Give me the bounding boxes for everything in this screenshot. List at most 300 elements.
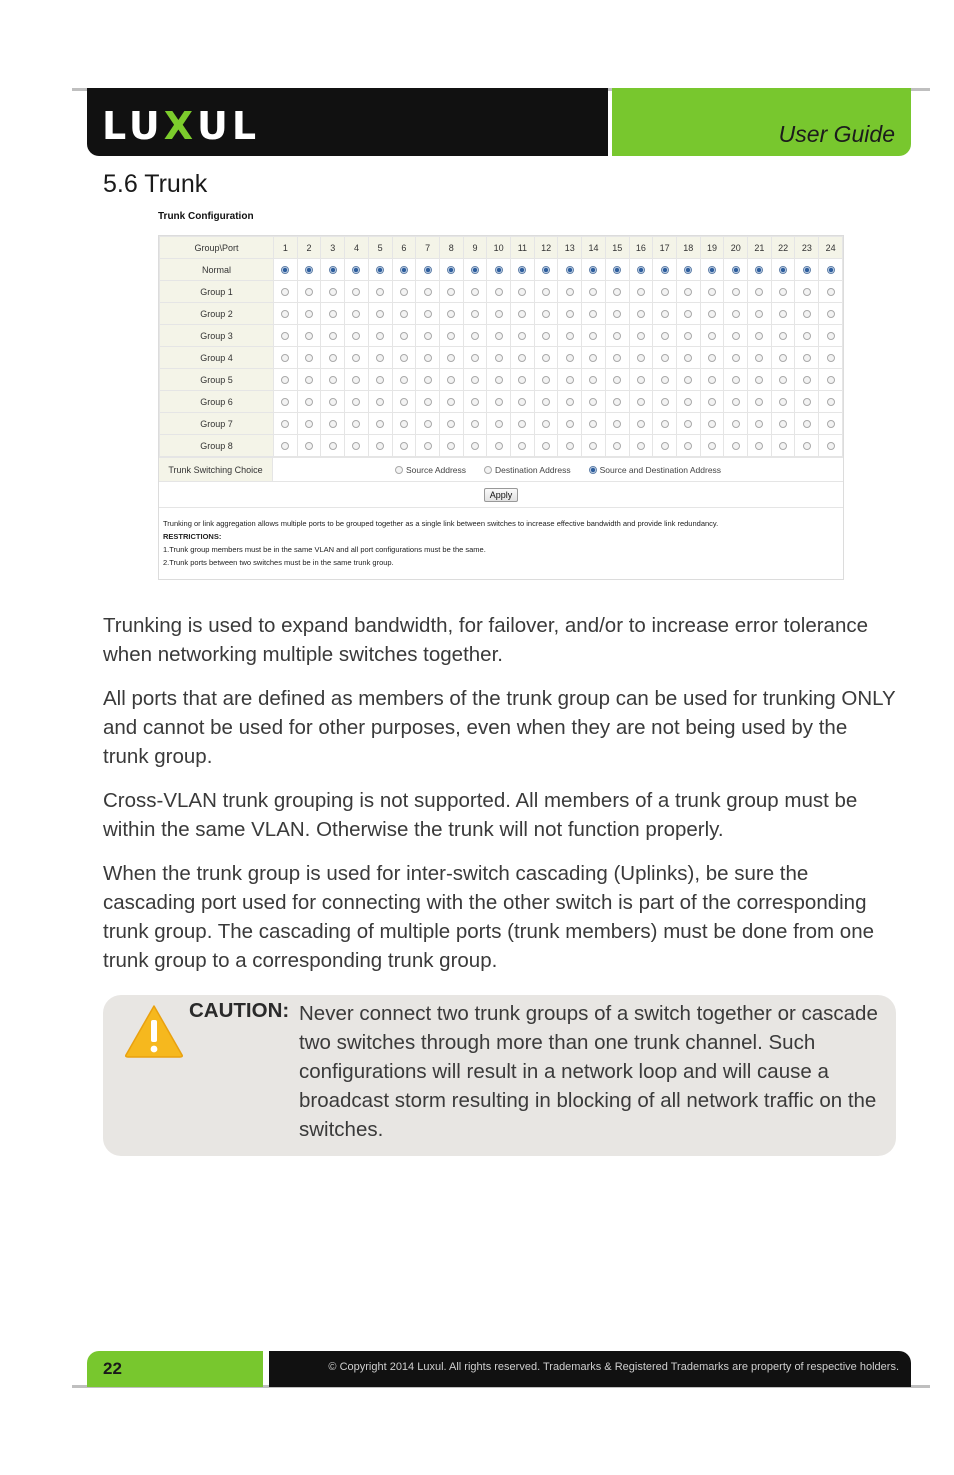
port-radio[interactable] bbox=[589, 420, 597, 428]
port-radio[interactable] bbox=[376, 354, 384, 362]
port-radio[interactable] bbox=[542, 288, 550, 296]
port-radio[interactable] bbox=[447, 442, 455, 450]
port-cell bbox=[487, 281, 511, 303]
port-cell bbox=[558, 325, 582, 347]
switching-option-radio[interactable] bbox=[395, 466, 403, 474]
port-radio[interactable] bbox=[376, 310, 384, 318]
port-radio[interactable] bbox=[613, 376, 621, 384]
port-radio[interactable] bbox=[684, 420, 692, 428]
port-cell bbox=[748, 347, 772, 369]
port-radio[interactable] bbox=[732, 442, 740, 450]
port-cell bbox=[582, 435, 606, 457]
port-cell bbox=[629, 347, 653, 369]
port-cell bbox=[487, 259, 511, 281]
port-cell bbox=[392, 281, 416, 303]
port-radio[interactable] bbox=[732, 398, 740, 406]
port-cell bbox=[724, 281, 748, 303]
port-radio[interactable] bbox=[352, 442, 360, 450]
port-radio[interactable] bbox=[661, 376, 669, 384]
port-radio[interactable] bbox=[827, 332, 835, 340]
port-radio[interactable] bbox=[329, 310, 337, 318]
port-cell bbox=[653, 325, 677, 347]
grid-row bbox=[160, 435, 843, 457]
port-radio[interactable] bbox=[518, 288, 526, 296]
port-radio[interactable] bbox=[305, 354, 313, 362]
port-radio[interactable] bbox=[400, 442, 408, 450]
port-radio[interactable] bbox=[803, 332, 811, 340]
port-radio[interactable] bbox=[352, 376, 360, 384]
port-radio[interactable] bbox=[637, 442, 645, 450]
port-radio[interactable] bbox=[447, 398, 455, 406]
port-radio[interactable] bbox=[755, 332, 763, 340]
port-radio[interactable] bbox=[755, 266, 763, 274]
port-cell bbox=[795, 435, 819, 457]
port-radio[interactable] bbox=[613, 310, 621, 318]
port-cell bbox=[819, 435, 843, 457]
port-radio[interactable] bbox=[803, 376, 811, 384]
port-radio[interactable] bbox=[542, 376, 550, 384]
port-radio[interactable] bbox=[732, 354, 740, 362]
port-radio[interactable] bbox=[542, 332, 550, 340]
port-radio[interactable] bbox=[661, 310, 669, 318]
port-radio[interactable] bbox=[281, 310, 289, 318]
port-cell bbox=[582, 413, 606, 435]
port-radio[interactable] bbox=[424, 376, 432, 384]
port-radio[interactable] bbox=[708, 354, 716, 362]
port-radio[interactable] bbox=[329, 266, 337, 274]
port-radio[interactable] bbox=[708, 288, 716, 296]
port-radio[interactable] bbox=[803, 398, 811, 406]
port-radio[interactable] bbox=[827, 266, 835, 274]
port-radio[interactable] bbox=[400, 332, 408, 340]
port-radio[interactable] bbox=[471, 442, 479, 450]
port-radio[interactable] bbox=[447, 266, 455, 274]
port-radio[interactable] bbox=[803, 310, 811, 318]
port-radio[interactable] bbox=[589, 332, 597, 340]
port-cell bbox=[439, 435, 463, 457]
switching-choice-row bbox=[159, 457, 843, 481]
port-radio[interactable] bbox=[447, 310, 455, 318]
port-radio[interactable] bbox=[661, 398, 669, 406]
row-label: Group 5 bbox=[160, 369, 274, 391]
port-radio[interactable] bbox=[495, 288, 503, 296]
port-radio[interactable] bbox=[732, 332, 740, 340]
port-radio[interactable] bbox=[495, 376, 503, 384]
port-radio[interactable] bbox=[661, 288, 669, 296]
port-radio[interactable] bbox=[613, 288, 621, 296]
port-radio[interactable] bbox=[637, 420, 645, 428]
switching-option-radio[interactable] bbox=[589, 466, 597, 474]
port-radio[interactable] bbox=[447, 354, 455, 362]
port-radio[interactable] bbox=[684, 288, 692, 296]
port-radio[interactable] bbox=[471, 354, 479, 362]
port-radio[interactable] bbox=[352, 332, 360, 340]
port-radio[interactable] bbox=[305, 288, 313, 296]
port-header: 7 bbox=[416, 237, 440, 259]
port-radio[interactable] bbox=[542, 398, 550, 406]
port-radio[interactable] bbox=[566, 420, 574, 428]
port-radio[interactable] bbox=[400, 354, 408, 362]
port-cell bbox=[511, 413, 535, 435]
port-radio[interactable] bbox=[755, 354, 763, 362]
port-header: 14 bbox=[582, 237, 606, 259]
port-radio[interactable] bbox=[732, 376, 740, 384]
port-radio[interactable] bbox=[637, 354, 645, 362]
port-cell bbox=[653, 303, 677, 325]
switching-option-radio[interactable] bbox=[484, 466, 492, 474]
port-radio[interactable] bbox=[352, 310, 360, 318]
port-cell bbox=[463, 391, 487, 413]
port-radio[interactable] bbox=[305, 376, 313, 384]
port-radio[interactable] bbox=[281, 288, 289, 296]
port-cell bbox=[771, 413, 795, 435]
port-radio[interactable] bbox=[518, 376, 526, 384]
port-radio[interactable] bbox=[281, 332, 289, 340]
port-cell bbox=[534, 303, 558, 325]
port-radio[interactable] bbox=[827, 442, 835, 450]
port-radio[interactable] bbox=[305, 398, 313, 406]
port-header: 19 bbox=[700, 237, 724, 259]
port-radio[interactable] bbox=[305, 332, 313, 340]
port-radio[interactable] bbox=[376, 332, 384, 340]
port-radio[interactable] bbox=[566, 442, 574, 450]
port-cell bbox=[511, 435, 535, 457]
port-header: 2 bbox=[297, 237, 321, 259]
port-cell bbox=[676, 281, 700, 303]
port-radio[interactable] bbox=[661, 332, 669, 340]
port-cell bbox=[321, 391, 345, 413]
port-radio[interactable] bbox=[518, 266, 526, 274]
port-radio[interactable] bbox=[589, 354, 597, 362]
port-radio[interactable] bbox=[471, 266, 479, 274]
port-radio[interactable] bbox=[803, 442, 811, 450]
port-radio[interactable] bbox=[400, 398, 408, 406]
port-radio[interactable] bbox=[827, 376, 835, 384]
port-radio[interactable] bbox=[613, 442, 621, 450]
port-radio[interactable] bbox=[566, 266, 574, 274]
port-cell bbox=[345, 435, 369, 457]
port-cell bbox=[676, 325, 700, 347]
port-radio[interactable] bbox=[803, 420, 811, 428]
port-radio[interactable] bbox=[827, 354, 835, 362]
port-radio[interactable] bbox=[708, 442, 716, 450]
port-radio[interactable] bbox=[684, 354, 692, 362]
port-radio[interactable] bbox=[755, 288, 763, 296]
port-cell bbox=[700, 413, 724, 435]
port-radio[interactable] bbox=[732, 310, 740, 318]
port-radio[interactable] bbox=[495, 266, 503, 274]
port-radio[interactable] bbox=[424, 354, 432, 362]
port-radio[interactable] bbox=[637, 332, 645, 340]
port-radio[interactable] bbox=[376, 442, 384, 450]
port-cell bbox=[463, 281, 487, 303]
port-cell bbox=[297, 325, 321, 347]
port-cell bbox=[392, 325, 416, 347]
port-cell bbox=[653, 391, 677, 413]
port-header: 24 bbox=[819, 237, 843, 259]
port-radio[interactable] bbox=[352, 288, 360, 296]
port-cell bbox=[274, 435, 298, 457]
port-cell bbox=[653, 413, 677, 435]
port-radio[interactable] bbox=[400, 310, 408, 318]
port-cell bbox=[724, 435, 748, 457]
port-cell bbox=[416, 259, 440, 281]
port-cell bbox=[795, 369, 819, 391]
port-radio[interactable] bbox=[352, 266, 360, 274]
port-radio[interactable] bbox=[661, 420, 669, 428]
port-radio[interactable] bbox=[424, 266, 432, 274]
port-radio[interactable] bbox=[447, 376, 455, 384]
port-radio[interactable] bbox=[684, 332, 692, 340]
port-radio[interactable] bbox=[779, 332, 787, 340]
port-radio[interactable] bbox=[305, 266, 313, 274]
port-radio[interactable] bbox=[827, 288, 835, 296]
port-radio[interactable] bbox=[566, 332, 574, 340]
port-radio[interactable] bbox=[803, 266, 811, 274]
port-radio[interactable] bbox=[708, 398, 716, 406]
port-radio[interactable] bbox=[732, 266, 740, 274]
port-cell bbox=[819, 325, 843, 347]
port-radio[interactable] bbox=[637, 398, 645, 406]
port-radio[interactable] bbox=[779, 398, 787, 406]
port-cell bbox=[676, 435, 700, 457]
port-cell bbox=[582, 347, 606, 369]
port-radio[interactable] bbox=[827, 310, 835, 318]
port-radio[interactable] bbox=[566, 398, 574, 406]
port-radio[interactable] bbox=[613, 354, 621, 362]
port-cell bbox=[511, 325, 535, 347]
apply-button[interactable]: Apply bbox=[484, 488, 519, 502]
port-radio[interactable] bbox=[518, 310, 526, 318]
port-radio[interactable] bbox=[613, 398, 621, 406]
port-radio[interactable] bbox=[755, 376, 763, 384]
port-radio[interactable] bbox=[471, 420, 479, 428]
port-header: 20 bbox=[724, 237, 748, 259]
port-radio[interactable] bbox=[732, 288, 740, 296]
port-radio[interactable] bbox=[661, 442, 669, 450]
port-radio[interactable] bbox=[684, 442, 692, 450]
switching-option[interactable] bbox=[395, 465, 466, 475]
port-radio[interactable] bbox=[566, 354, 574, 362]
switching-option[interactable] bbox=[484, 465, 571, 475]
grid-row bbox=[160, 259, 843, 281]
port-radio[interactable] bbox=[305, 442, 313, 450]
port-radio[interactable] bbox=[424, 288, 432, 296]
port-radio[interactable] bbox=[755, 310, 763, 318]
grid-row bbox=[160, 281, 843, 303]
port-radio[interactable] bbox=[637, 376, 645, 384]
port-radio[interactable] bbox=[400, 376, 408, 384]
port-radio[interactable] bbox=[376, 420, 384, 428]
port-radio[interactable] bbox=[518, 332, 526, 340]
port-radio[interactable] bbox=[518, 442, 526, 450]
port-radio[interactable] bbox=[779, 310, 787, 318]
port-radio[interactable] bbox=[495, 310, 503, 318]
port-radio[interactable] bbox=[281, 376, 289, 384]
port-radio[interactable] bbox=[755, 442, 763, 450]
port-cell bbox=[724, 259, 748, 281]
port-radio[interactable] bbox=[495, 354, 503, 362]
port-radio[interactable] bbox=[376, 288, 384, 296]
port-radio[interactable] bbox=[424, 442, 432, 450]
port-radio[interactable] bbox=[329, 442, 337, 450]
port-radio[interactable] bbox=[424, 420, 432, 428]
port-radio[interactable] bbox=[424, 332, 432, 340]
port-radio[interactable] bbox=[471, 398, 479, 406]
port-cell bbox=[558, 281, 582, 303]
switching-option[interactable] bbox=[589, 465, 721, 475]
port-cell bbox=[392, 413, 416, 435]
port-radio[interactable] bbox=[352, 420, 360, 428]
port-radio[interactable] bbox=[281, 442, 289, 450]
port-radio[interactable] bbox=[779, 266, 787, 274]
port-radio[interactable] bbox=[803, 288, 811, 296]
port-cell bbox=[321, 435, 345, 457]
port-radio[interactable] bbox=[447, 288, 455, 296]
port-radio[interactable] bbox=[542, 354, 550, 362]
port-cell bbox=[297, 259, 321, 281]
port-radio[interactable] bbox=[684, 310, 692, 318]
port-cell bbox=[795, 259, 819, 281]
port-header: 5 bbox=[368, 237, 392, 259]
port-radio[interactable] bbox=[352, 398, 360, 406]
port-radio[interactable] bbox=[471, 376, 479, 384]
port-radio[interactable] bbox=[708, 332, 716, 340]
port-cell bbox=[582, 391, 606, 413]
caution-box bbox=[103, 995, 896, 1156]
port-cell bbox=[629, 413, 653, 435]
port-radio[interactable] bbox=[495, 420, 503, 428]
port-radio[interactable] bbox=[661, 266, 669, 274]
port-radio[interactable] bbox=[471, 288, 479, 296]
port-radio[interactable] bbox=[447, 332, 455, 340]
port-radio[interactable] bbox=[779, 288, 787, 296]
port-cell bbox=[605, 347, 629, 369]
port-radio[interactable] bbox=[589, 288, 597, 296]
port-radio[interactable] bbox=[684, 376, 692, 384]
port-radio[interactable] bbox=[613, 266, 621, 274]
port-cell bbox=[368, 413, 392, 435]
port-cell bbox=[534, 325, 558, 347]
port-cell bbox=[511, 281, 535, 303]
port-radio[interactable] bbox=[542, 420, 550, 428]
port-radio[interactable] bbox=[732, 420, 740, 428]
port-radio[interactable] bbox=[447, 420, 455, 428]
port-radio[interactable] bbox=[779, 354, 787, 362]
port-radio[interactable] bbox=[708, 310, 716, 318]
port-cell bbox=[582, 369, 606, 391]
port-cell bbox=[676, 369, 700, 391]
paragraph-3: Cross-VLAN trunk grouping is not supported. All members of a trunk group must be within the same VLAN. Otherwise the trunk will not function properly. bbox=[103, 789, 858, 841]
port-radio[interactable] bbox=[589, 266, 597, 274]
port-radio[interactable] bbox=[400, 266, 408, 274]
port-radio[interactable] bbox=[827, 398, 835, 406]
port-radio[interactable] bbox=[827, 420, 835, 428]
port-radio[interactable] bbox=[589, 376, 597, 384]
port-radio[interactable] bbox=[684, 266, 692, 274]
port-radio[interactable] bbox=[376, 398, 384, 406]
port-radio[interactable] bbox=[424, 310, 432, 318]
port-radio[interactable] bbox=[400, 420, 408, 428]
port-radio[interactable] bbox=[518, 354, 526, 362]
port-cell bbox=[463, 325, 487, 347]
port-radio[interactable] bbox=[637, 288, 645, 296]
port-radio[interactable] bbox=[613, 332, 621, 340]
port-radio[interactable] bbox=[495, 398, 503, 406]
port-radio[interactable] bbox=[637, 310, 645, 318]
port-radio[interactable] bbox=[637, 266, 645, 274]
port-radio[interactable] bbox=[518, 420, 526, 428]
port-radio[interactable] bbox=[329, 288, 337, 296]
port-radio[interactable] bbox=[542, 266, 550, 274]
port-cell bbox=[368, 281, 392, 303]
port-radio[interactable] bbox=[755, 420, 763, 428]
port-radio[interactable] bbox=[400, 288, 408, 296]
port-radio[interactable] bbox=[589, 442, 597, 450]
port-radio[interactable] bbox=[329, 354, 337, 362]
port-radio[interactable] bbox=[471, 332, 479, 340]
port-cell bbox=[676, 303, 700, 325]
port-radio[interactable] bbox=[329, 420, 337, 428]
port-radio[interactable] bbox=[589, 398, 597, 406]
port-radio[interactable] bbox=[708, 376, 716, 384]
port-radio[interactable] bbox=[495, 442, 503, 450]
port-radio[interactable] bbox=[779, 442, 787, 450]
port-radio[interactable] bbox=[281, 354, 289, 362]
port-radio[interactable] bbox=[755, 398, 763, 406]
port-header: 18 bbox=[676, 237, 700, 259]
port-radio[interactable] bbox=[305, 420, 313, 428]
port-cell bbox=[321, 303, 345, 325]
port-radio[interactable] bbox=[613, 420, 621, 428]
port-radio[interactable] bbox=[708, 266, 716, 274]
port-radio[interactable] bbox=[376, 266, 384, 274]
port-radio[interactable] bbox=[803, 354, 811, 362]
port-radio[interactable] bbox=[566, 310, 574, 318]
port-radio[interactable] bbox=[589, 310, 597, 318]
port-radio[interactable] bbox=[305, 310, 313, 318]
port-radio[interactable] bbox=[684, 398, 692, 406]
port-radio[interactable] bbox=[542, 442, 550, 450]
port-cell bbox=[724, 347, 748, 369]
port-radio[interactable] bbox=[329, 398, 337, 406]
port-cell bbox=[511, 391, 535, 413]
port-radio[interactable] bbox=[518, 398, 526, 406]
port-radio[interactable] bbox=[495, 332, 503, 340]
port-radio[interactable] bbox=[566, 288, 574, 296]
port-radio[interactable] bbox=[566, 376, 574, 384]
port-cell bbox=[463, 435, 487, 457]
port-radio[interactable] bbox=[471, 310, 479, 318]
port-radio[interactable] bbox=[352, 354, 360, 362]
port-cell bbox=[653, 435, 677, 457]
port-radio[interactable] bbox=[329, 332, 337, 340]
port-cell bbox=[771, 391, 795, 413]
port-cell bbox=[748, 259, 772, 281]
port-radio[interactable] bbox=[779, 420, 787, 428]
port-radio[interactable] bbox=[281, 420, 289, 428]
port-radio[interactable] bbox=[329, 376, 337, 384]
port-radio[interactable] bbox=[708, 420, 716, 428]
port-radio[interactable] bbox=[542, 310, 550, 318]
port-radio[interactable] bbox=[779, 376, 787, 384]
port-radio[interactable] bbox=[376, 376, 384, 384]
port-radio[interactable] bbox=[424, 398, 432, 406]
port-radio[interactable] bbox=[281, 266, 289, 274]
port-radio[interactable] bbox=[281, 398, 289, 406]
port-cell bbox=[321, 281, 345, 303]
port-radio[interactable] bbox=[661, 354, 669, 362]
